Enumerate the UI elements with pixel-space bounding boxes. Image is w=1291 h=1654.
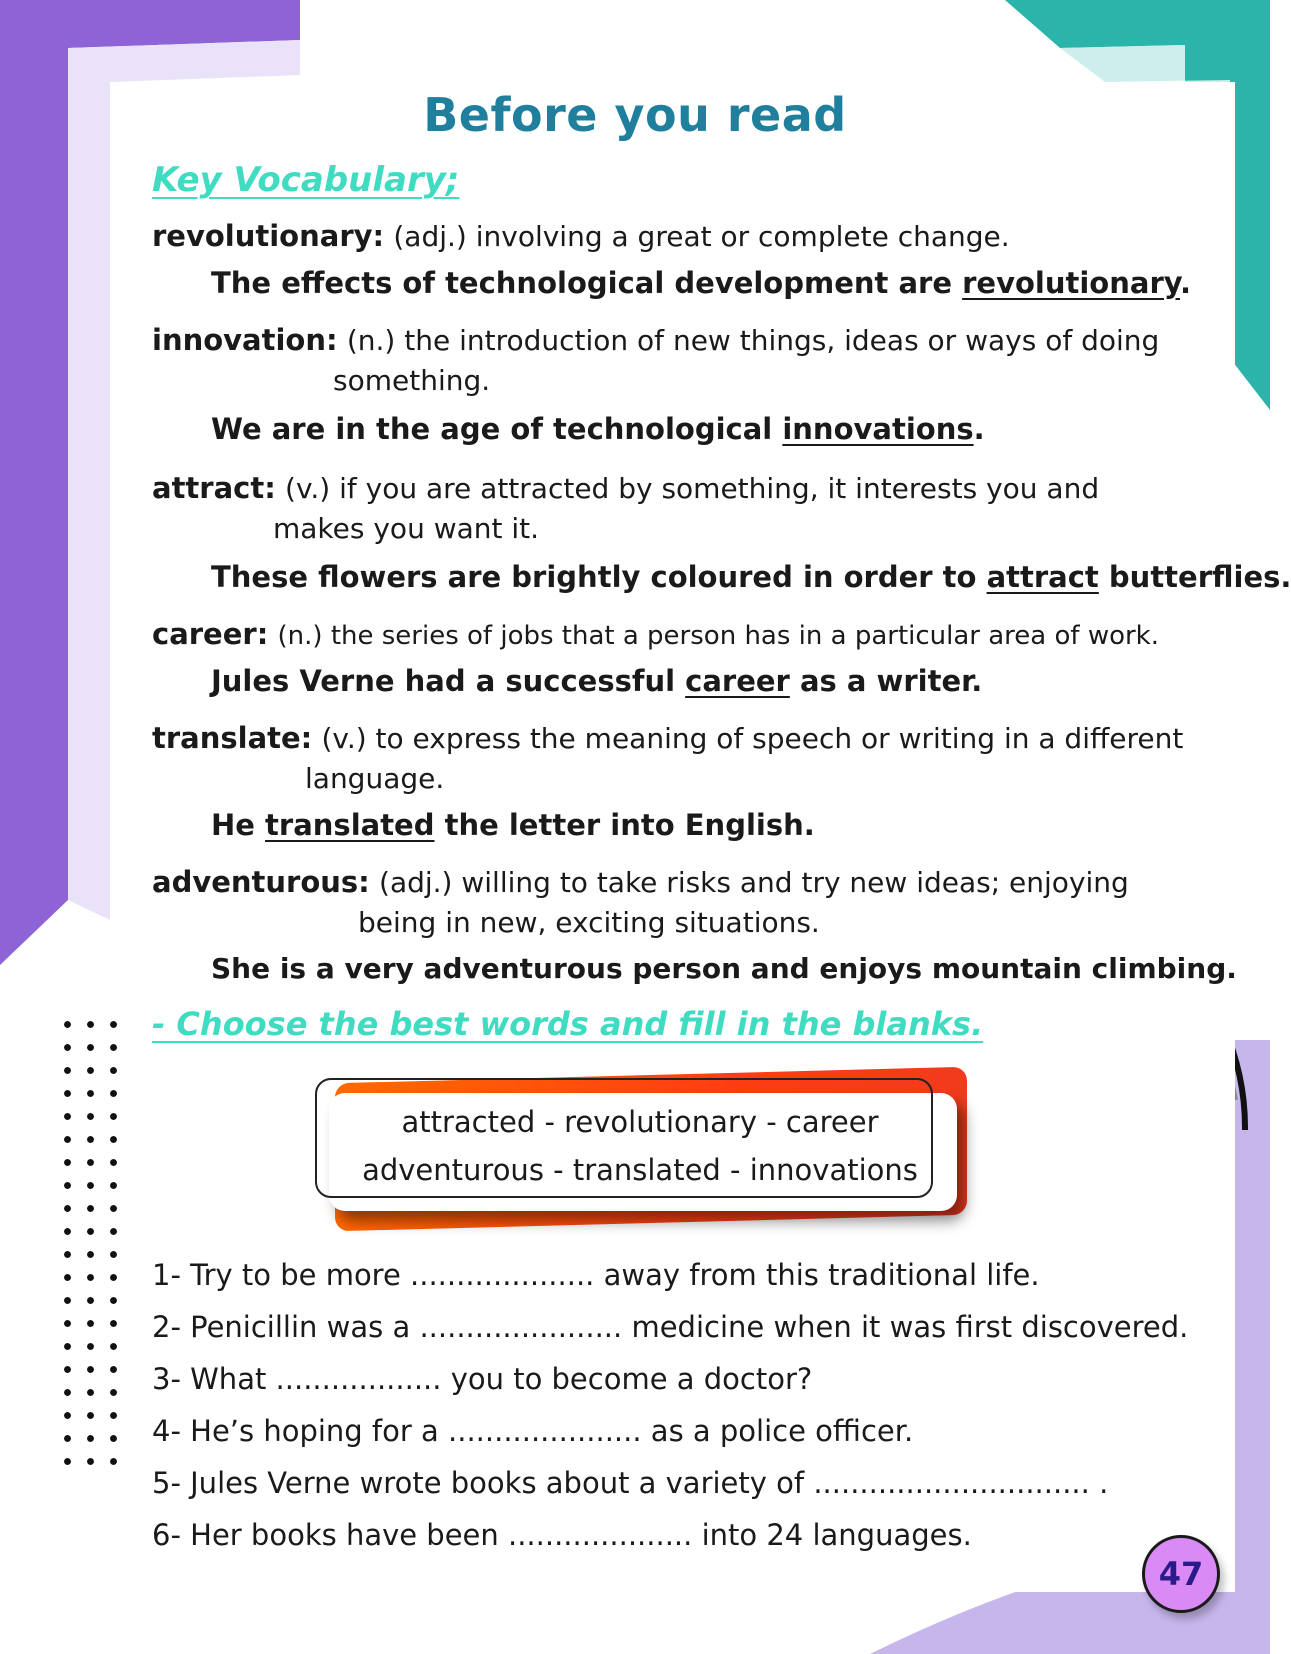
vocab-example	[211, 808, 815, 842]
question-4: 4- He’s hoping for a ..................... as a police officer.	[152, 1414, 914, 1448]
example-keyword: innovations	[782, 412, 974, 446]
vocab-definition: (adj.) involving a great or complete change.	[393, 220, 1010, 253]
vocab-definition-cont: being in new, exciting situations.	[358, 906, 820, 939]
example-text: as a writer.	[789, 664, 983, 698]
vocab-definition-cont: makes you want it.	[273, 512, 540, 545]
page-number-badge: 47	[1142, 1535, 1220, 1613]
vocab-definition: (n.) the series of jobs that a person has in a particular area of work.	[277, 621, 1160, 651]
vocab-entry-adventurous	[152, 862, 1212, 943]
example-text: .	[1180, 266, 1192, 300]
example-text: These flowers are brightly coloured in order to	[211, 560, 987, 594]
vocab-entry-attract	[152, 468, 1212, 549]
vocab-example	[211, 664, 982, 698]
example-keyword: revolutionary	[962, 266, 1180, 300]
example-keyword: career	[685, 664, 790, 698]
question-5: 5- Jules Verne wrote books about a variety of .............................. .	[152, 1466, 1109, 1500]
vocab-example	[211, 266, 1191, 300]
exercise-heading: - Choose the best words and fill in the blanks.	[152, 1005, 984, 1043]
example-keyword: attract	[986, 560, 1099, 594]
vocab-example	[211, 952, 1237, 985]
vocab-term: attract:	[152, 471, 276, 505]
vocab-definition: (v.) to express the meaning of speech or writing in a different	[321, 722, 1184, 755]
example-text: .	[973, 412, 985, 446]
example-text: We are in the age of technological	[211, 412, 783, 446]
vocab-example	[211, 412, 985, 446]
vocab-entry-revolutionary	[152, 216, 1212, 257]
dot-pattern	[56, 1013, 126, 1473]
vocab-entry-translate	[152, 718, 1212, 799]
vocab-definition: (n.) the introduction of new things, ideas or ways of doing	[346, 324, 1160, 357]
page-title: Before you read	[423, 88, 847, 142]
word-box-line-1: attracted - revolutionary - career	[401, 1105, 879, 1139]
vocab-term: adventurous:	[152, 865, 370, 899]
vocab-definition: (v.) if you are attracted by something, it interests you and	[285, 472, 1100, 505]
example-text: The effects of technological development are	[211, 266, 963, 300]
example-text: He	[211, 808, 266, 842]
question-6: 6- Her books have been .................... into 24 languages.	[152, 1518, 972, 1552]
example-text: She is a very adventurous person and enjoys mountain climbing.	[211, 952, 1237, 985]
example-keyword: translated	[265, 808, 435, 842]
vocab-definition: (adj.) willing to take risks and try new ideas; enjoying	[379, 866, 1129, 899]
vocab-definition-cont: language.	[305, 762, 445, 795]
key-vocabulary-heading: Key Vocabulary;	[152, 160, 460, 200]
example-text: Jules Verne had a successful	[211, 664, 686, 698]
example-text: butterflies.	[1098, 560, 1291, 594]
example-text: the letter into English.	[434, 808, 815, 842]
word-box	[315, 1075, 965, 1230]
vocab-entry-career	[152, 614, 1212, 656]
vocab-term: revolutionary:	[152, 219, 385, 253]
vocab-term: career:	[152, 617, 269, 651]
vocab-term: translate:	[152, 721, 313, 755]
word-box-line-2: adventurous - translated - innovations	[362, 1153, 918, 1187]
vocab-term: innovation:	[152, 323, 338, 357]
vocab-entry-innovation	[152, 320, 1212, 401]
question-2: 2- Penicillin was a ...................... medicine when it was first discovered.	[152, 1310, 1189, 1344]
question-1: 1- Try to be more .................... away from this traditional life.	[152, 1258, 1040, 1292]
vocab-definition-cont: something.	[333, 364, 491, 397]
vocab-example	[211, 560, 1291, 594]
question-3: 3- What .................. you to become a doctor?	[152, 1362, 813, 1396]
